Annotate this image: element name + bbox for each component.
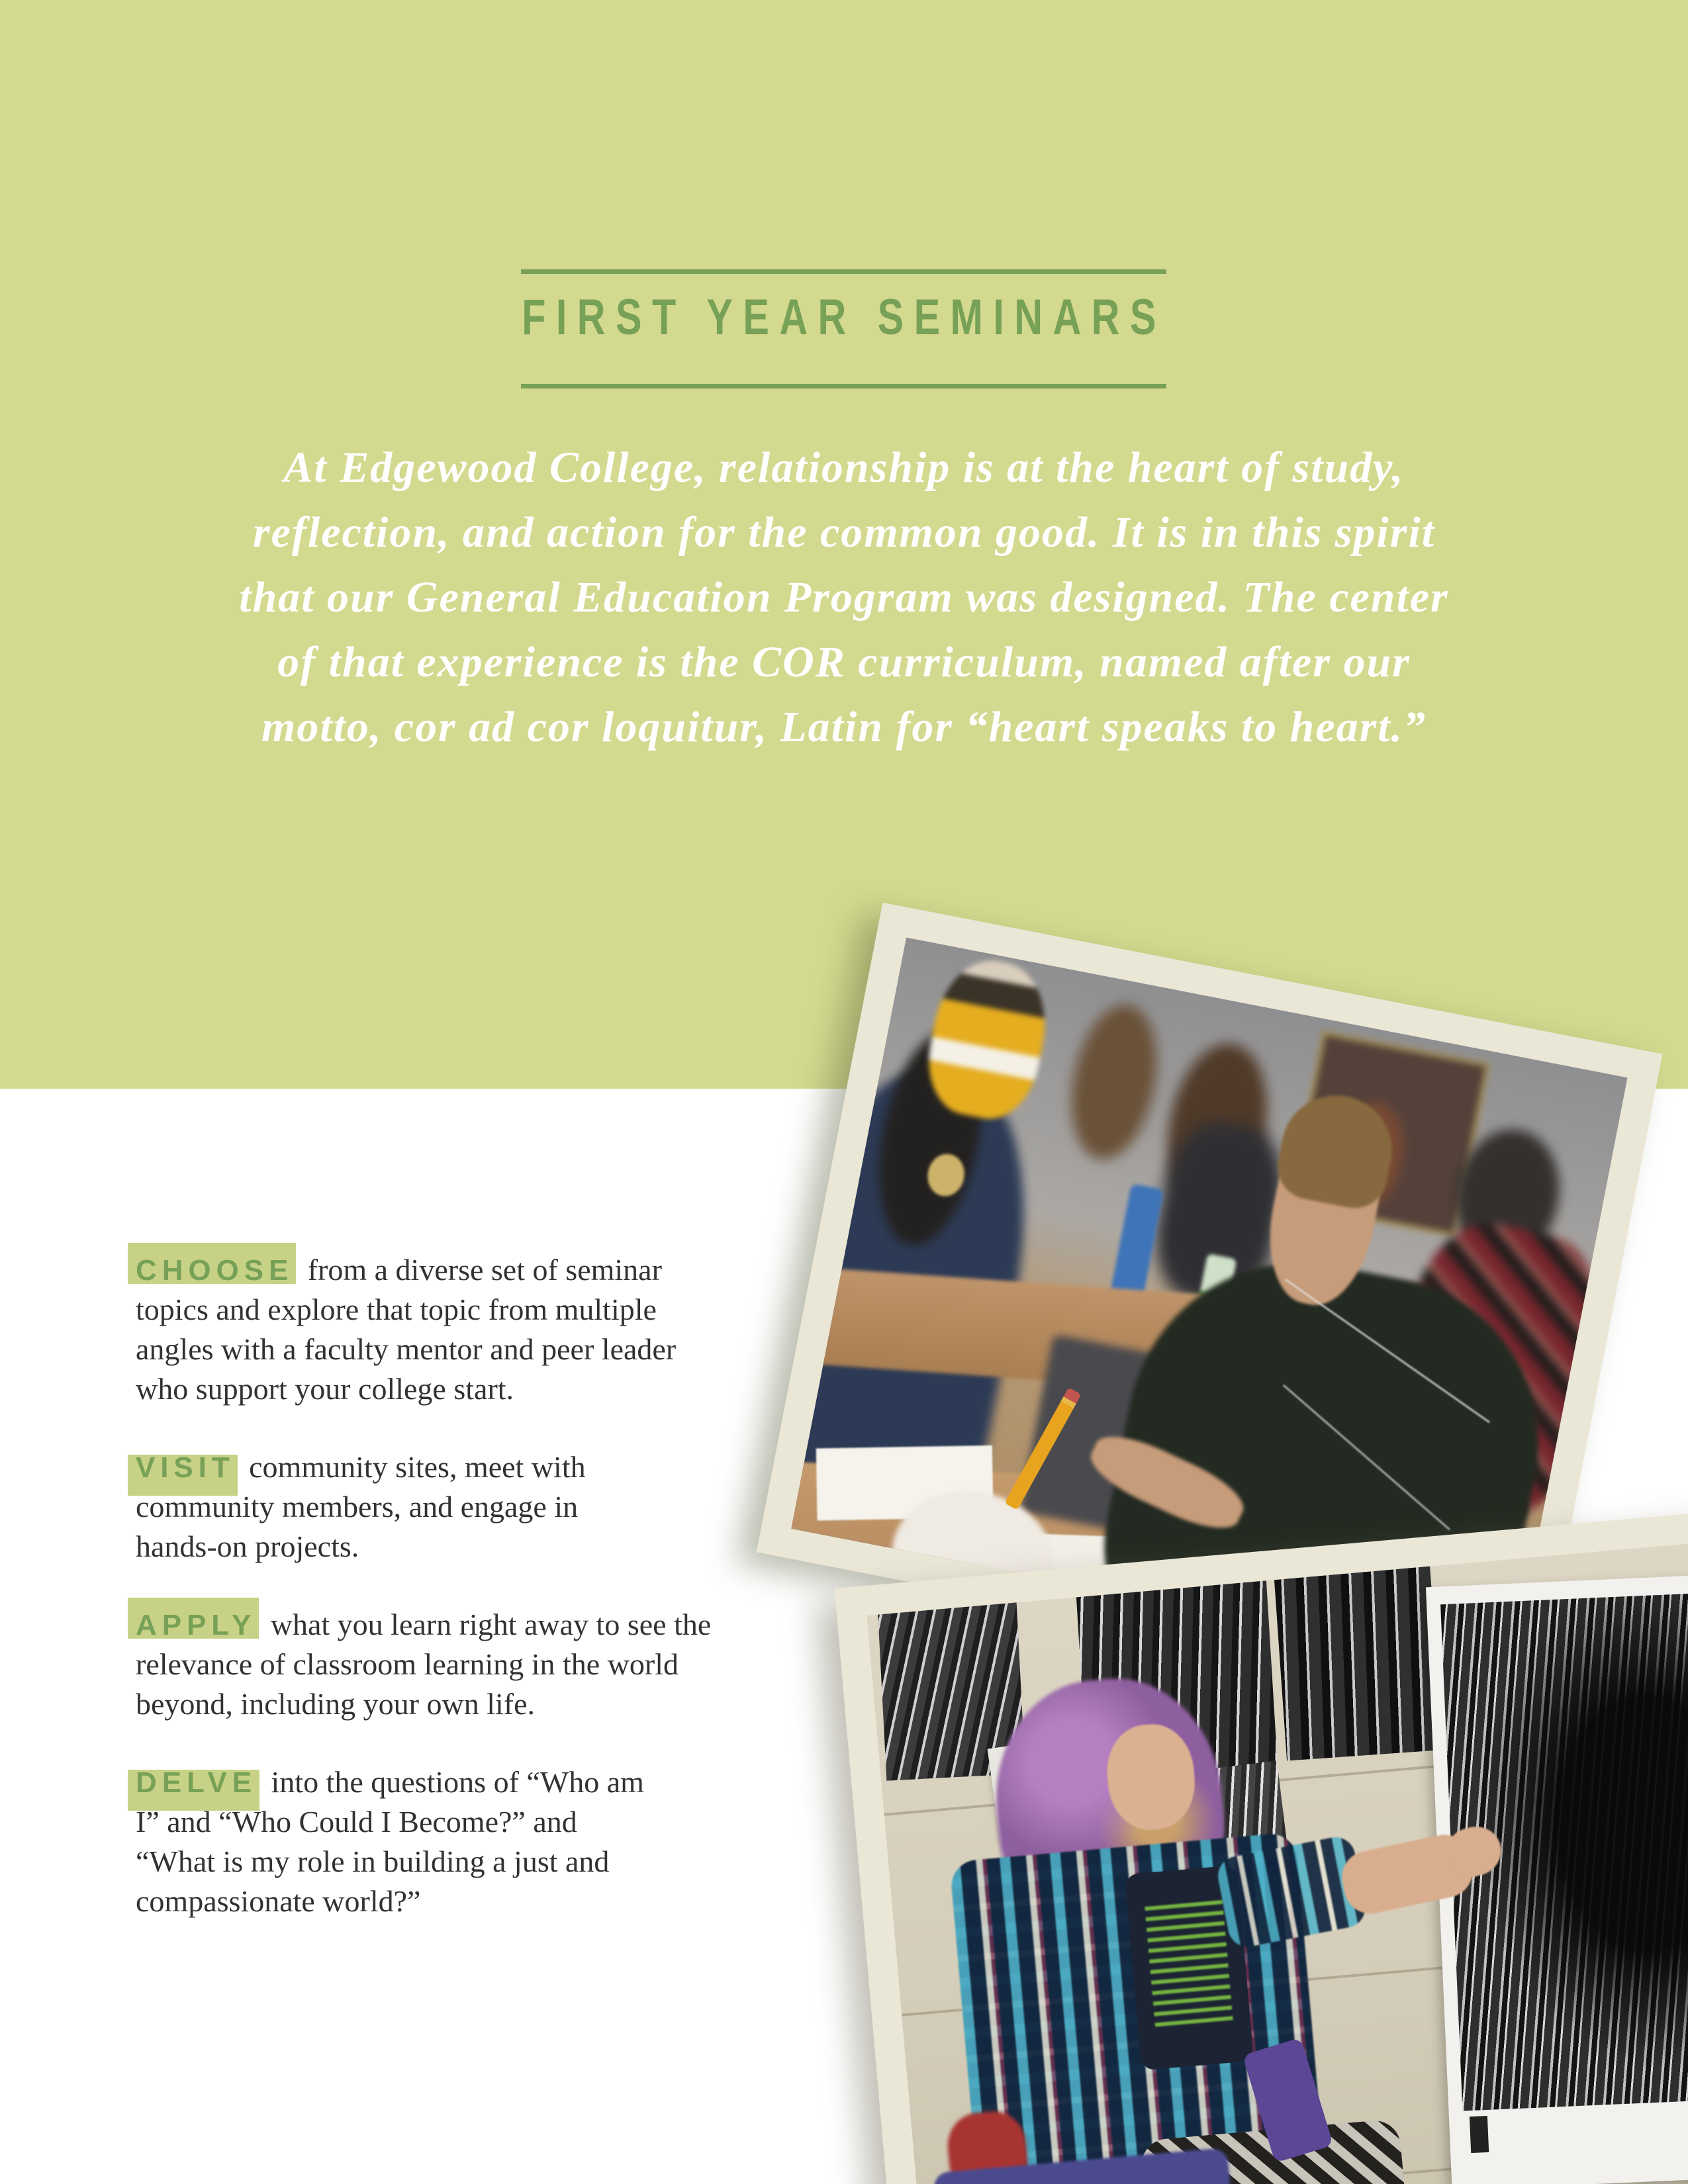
student-head xyxy=(1059,997,1168,1167)
intro-line: motto, cor ad cor loquitur, Latin for “heart speaks to heart.” xyxy=(261,703,1427,751)
section-line-text: community sites, meet with xyxy=(241,1450,586,1484)
section-line: I” and “Who Could I Become?” and xyxy=(136,1805,577,1839)
section-line-text: into the questions of “Who am xyxy=(263,1765,644,1799)
binder-clip xyxy=(1470,2116,1489,2154)
page-title-text: FIRST YEAR SEMINARS xyxy=(522,289,1166,345)
gallery-photo-image xyxy=(867,1540,1688,2184)
page-title xyxy=(0,289,1688,345)
intro-paragraph xyxy=(182,435,1506,760)
section-line xyxy=(136,1250,904,1290)
intro-line: that our General Education Program was designed. The center xyxy=(239,573,1449,621)
intro-line: reflection, and action for the common good. It is in this spirit xyxy=(252,508,1436,557)
section-line: topics and explore that topic from multiple xyxy=(136,1293,657,1326)
bw-print xyxy=(1272,1540,1442,1760)
seminar-benefits-list xyxy=(136,1250,904,1960)
section-line xyxy=(136,1762,904,1802)
section-line-text: from a diverse set of seminar xyxy=(300,1253,662,1287)
section-line: compassionate world?” xyxy=(136,1884,421,1918)
section-line xyxy=(136,1605,904,1645)
section-line: beyond, including your own life. xyxy=(136,1687,536,1721)
highlight-word: VISIT xyxy=(136,1448,235,1488)
tshirt-green-print xyxy=(1144,1894,1233,2026)
section-line: “What is my role in building a just and xyxy=(136,1844,610,1878)
highlight-word: DELVE xyxy=(136,1763,257,1803)
gallery-scene xyxy=(867,1540,1688,2184)
section-line: relevance of classroom learning in the world xyxy=(136,1647,679,1681)
section-paragraph xyxy=(136,1605,904,1724)
gallery-critique-photo xyxy=(835,1508,1688,2184)
section-line: hands-on projects. xyxy=(136,1529,359,1563)
intro-line: At Edgewood College, relationship is at the heart of study, xyxy=(283,443,1405,492)
section-line: community members, and engage in xyxy=(136,1490,579,1524)
highlight-word: CHOOSE xyxy=(136,1251,293,1291)
highlight-word: APPLY xyxy=(136,1606,256,1645)
intro-line: of that experience is the COR curriculum, named after our xyxy=(277,638,1411,686)
section-paragraph xyxy=(136,1762,904,1921)
section-line: who support your college start. xyxy=(136,1372,514,1406)
section-line-text: what you learn right away to see the xyxy=(263,1608,712,1641)
title-rule-top xyxy=(521,269,1166,274)
section-line: angles with a faculty mentor and peer leader xyxy=(136,1332,677,1366)
title-rule-bottom xyxy=(521,384,1166,388)
